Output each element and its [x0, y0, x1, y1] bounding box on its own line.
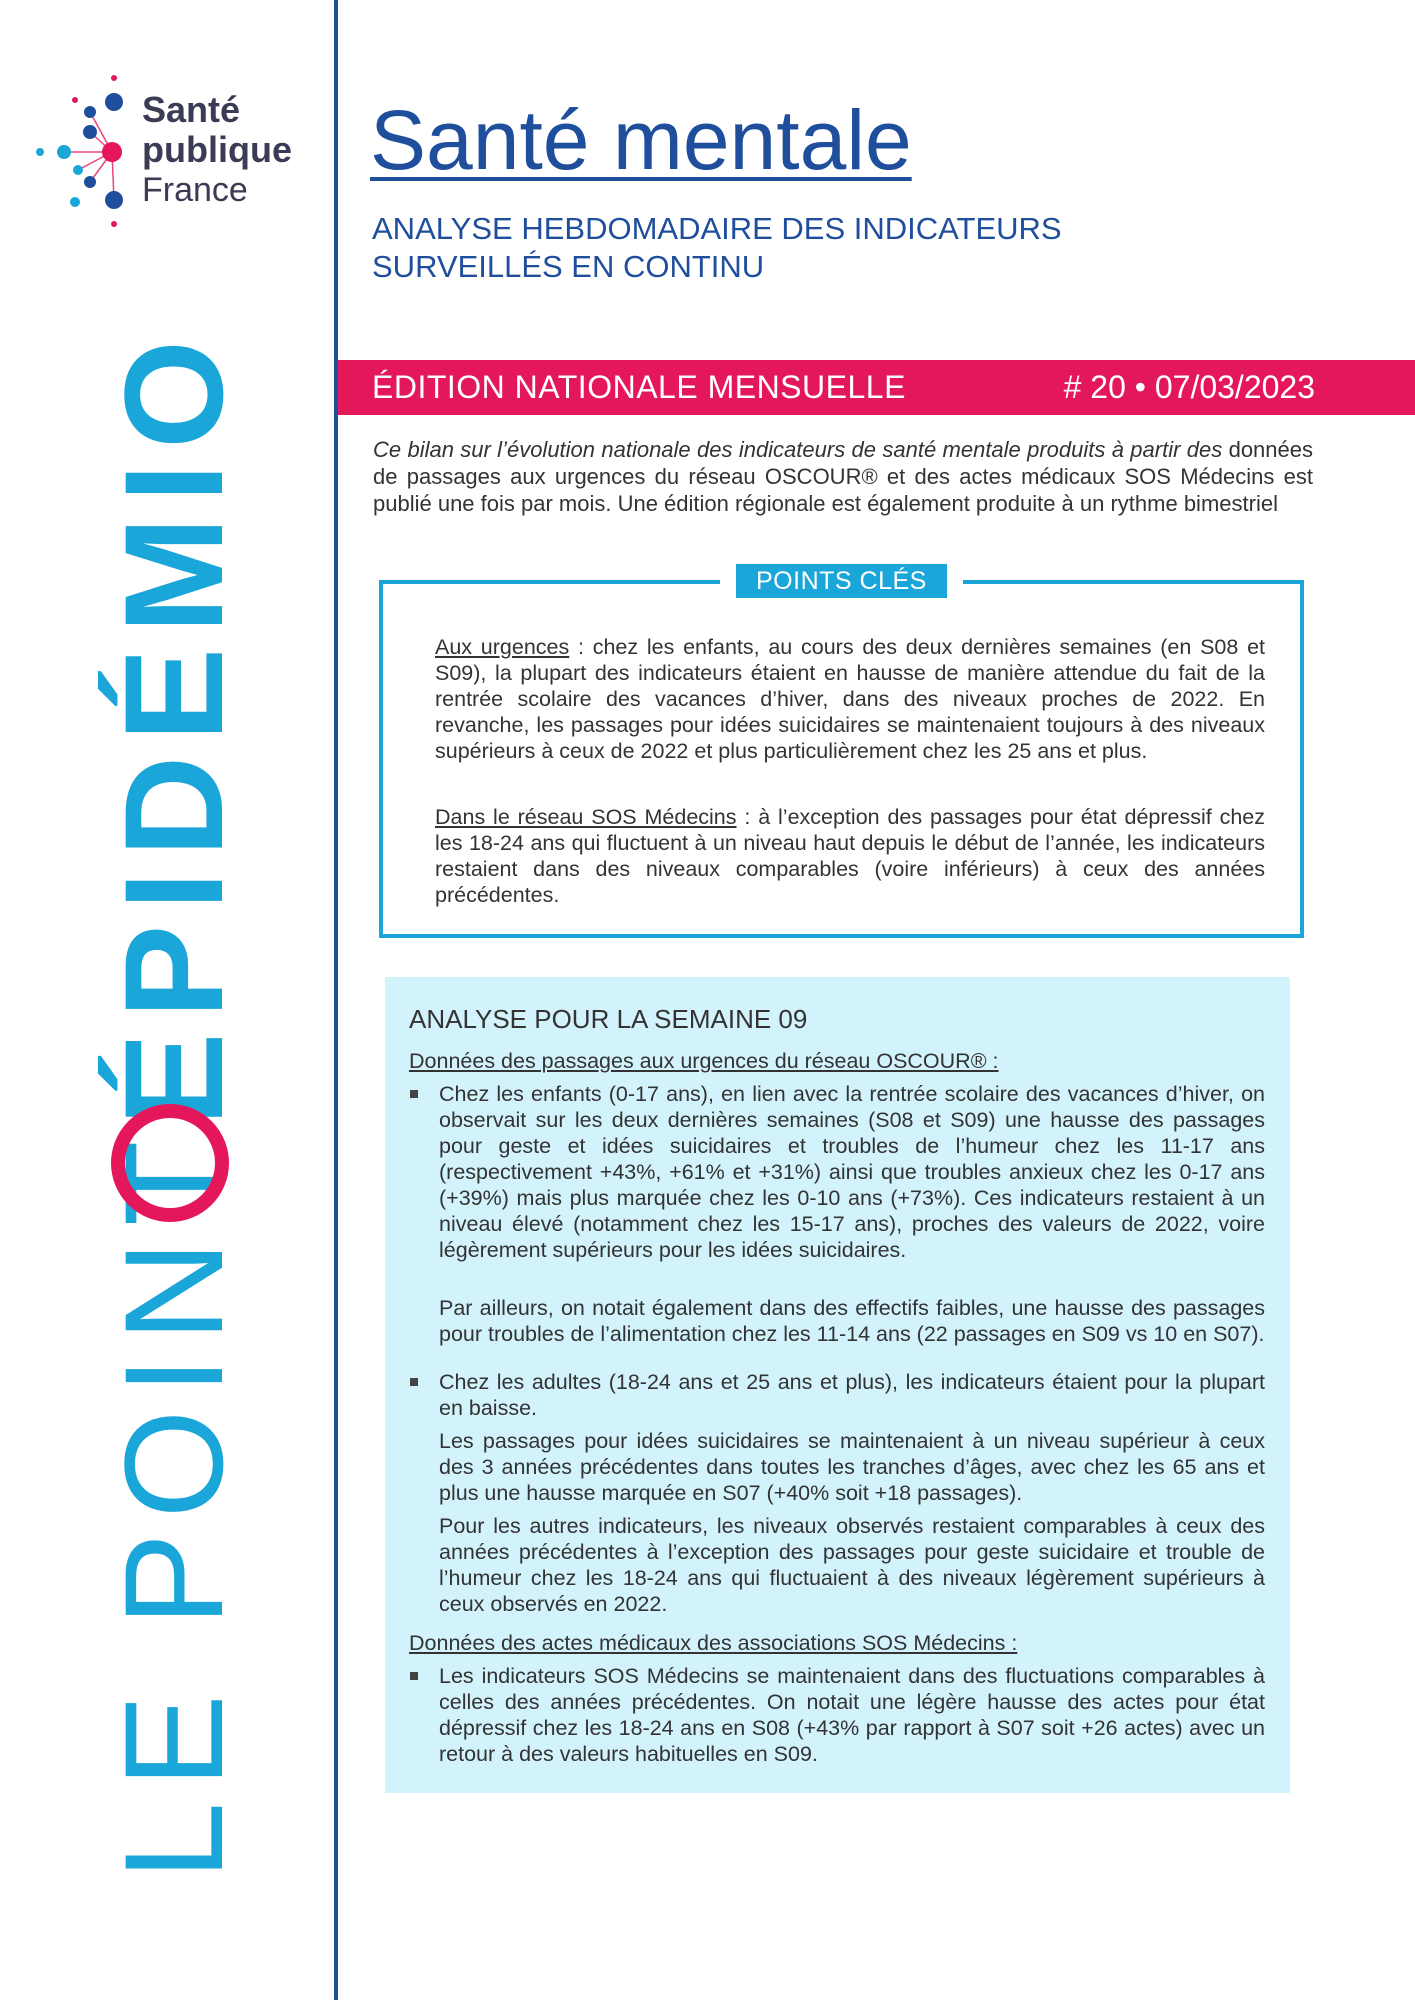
page-subtitle — [372, 210, 1062, 286]
logo-line-3: France — [142, 171, 248, 209]
oscour-heading: Données des passages aux urgences du réseau OSCOUR® : — [409, 1049, 999, 1073]
page-title: Santé mentale — [370, 93, 912, 187]
key-points-label: POINTS CLÉS — [720, 564, 963, 598]
sos-heading: Données des actes médicaux des associations SOS Médecins : — [409, 1631, 1018, 1655]
key-point-urgences: Aux urgences : chez les enfants, au cours des deux dernières semaines (en S08 et S09), la plupart des indicateurs étaient en hausse de manière attendue du fait de la rentrée scolaire des vacances d’hiver, dans des niveaux proches de 2022. En revanche, les passages pour idées suicidaires se maintenaient toujours à des niveaux supérieurs à ceux de 2022 et plus particulièrement chez les 25 ans et plus. — [435, 635, 1265, 763]
analysis-title: ANALYSE POUR LA SEMAINE 09 — [409, 1004, 808, 1034]
vertical-divider — [334, 0, 338, 2000]
logo-line-1: Santé — [142, 89, 241, 130]
vertical-title-text: LE POINTÉPIDÉMIO — [95, 340, 252, 1880]
subtitle-line-2: SURVEILLÉS EN CONTINU — [372, 249, 765, 284]
adults-paragraph-1: Chez les adultes (18-24 ans et 25 ans et plus), les indicateurs étaient pour la plupart en baisse. — [439, 1370, 1265, 1420]
edition-number-date: # 20 • 07/03/2023 — [1063, 369, 1315, 405]
bullet-icon — [410, 1090, 418, 1098]
intro-italic: Ce bilan sur l’évolution nationale des indicateurs de santé mentale produits à partir des — [373, 437, 1223, 462]
adults-paragraph-2: Les passages pour idées suicidaires se maintenaient à un niveau supérieur à ceux des 3 années précédentes dans toutes les tranches d’âges, avec chez les 65 ans et plus une hausse marquée en S07 (+40% soit +18 passages). — [439, 1429, 1265, 1505]
children-paragraph-2: Par ailleurs, on notait également dans des effectifs faibles, une hausse des passages pour troubles de l’alimentation chez les 11-14 ans (22 passages en S09 vs 10 en S07). — [439, 1296, 1265, 1346]
bullet-icon — [410, 1672, 418, 1680]
subtitle-line-1: ANALYSE HEBDOMADAIRE DES INDICATEURS — [372, 211, 1062, 246]
bullet-icon — [410, 1378, 418, 1386]
intro-rest: données de passages aux urgences du réseau OSCOUR® et des actes médicaux SOS Médecins est publié une fois par mois. Une édition régionale est également produite à un rythme bimestriel — [373, 437, 1314, 516]
key-point-sos-medecins: Dans le réseau SOS Médecins : à l’exception des passages pour état dépressif chez les 18-24 ans qui fluctuent à un niveau haut depuis le début de l’année, les indicateurs restaient dans des niveaux comparables (voire inférieurs) à ceux des années précédentes. — [435, 805, 1265, 907]
le-point-epidemio-vertical-title — [0, 0, 290, 2000]
key-point-sos-heading: Dans le réseau SOS Médecins — [435, 805, 737, 829]
intro-paragraph — [373, 436, 1313, 517]
edition-band — [338, 360, 1415, 415]
edition-label: ÉDITION NATIONALE MENSUELLE — [372, 369, 906, 405]
adults-paragraph-3: Pour les autres indicateurs, les niveaux observés restaient comparables à ceux des années précédentes à l’exception des passages pour geste suicidaire et trouble de l’humeur chez les 18-24 ans qui fluctuaient à des niveaux légèrement supérieurs à ceux observés en 2022. — [439, 1514, 1265, 1616]
children-paragraph-1: Chez les enfants (0-17 ans), en lien avec la rentrée scolaire des vacances d’hiver, on observait sur les deux dernières semaines (S08 et S09) une hausse des passages pour geste et idées suicidaires et troubles de l’humeur chez les 11-17 ans (respectivement +43%, +61% et +31%) ainsi que troubles anxieux chez les 0-17 ans (+39%) mais plus marquée chez les 0-10 ans (+73%). Ces indicateurs restaient à un niveau élevé (notamment chez les 15-17 ans), proches des valeurs de 2022, voire légèrement supérieurs pour les idées suicidaires. — [439, 1082, 1265, 1262]
sos-paragraph: Les indicateurs SOS Médecins se maintenaient dans des fluctuations comparables à celles des années précédentes. On notait une légère hausse des actes pour état dépressif chez les 18-24 ans en S08 (+43% par rapport à S07 soit +26 actes) avec un retour à des valeurs habituelles en S09. — [439, 1664, 1265, 1766]
logo-line-2: publique — [142, 129, 292, 170]
key-point-urgences-heading: Aux urgences — [435, 635, 570, 659]
